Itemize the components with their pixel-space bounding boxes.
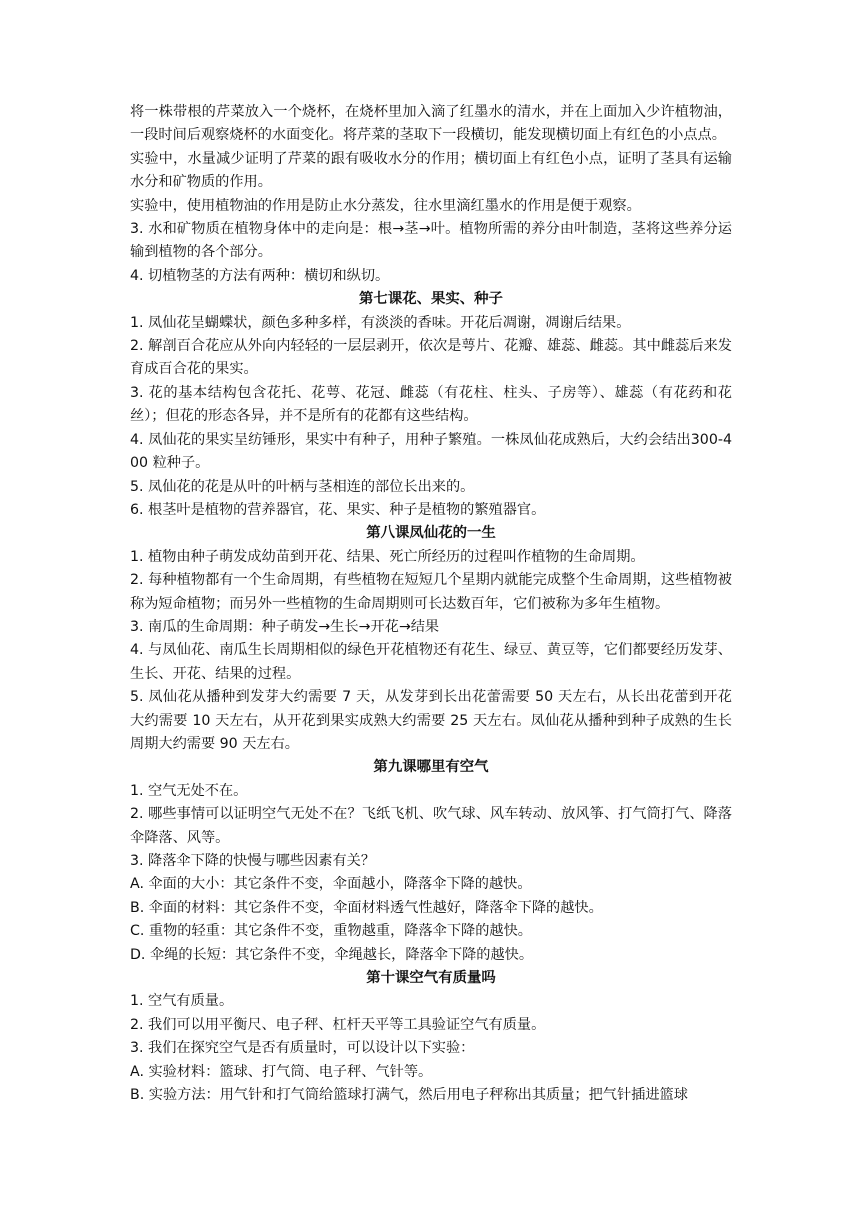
paragraph: 6. 根茎叶是植物的营养器官，花、果实、种子是植物的繁殖器官。 xyxy=(130,501,546,518)
paragraph: 3. 我们在探究空气是否有质量时，可以设计以下实验： xyxy=(130,1040,475,1057)
paragraph: 2. 哪些事情可以证明空气无处不在？飞纸飞机、吹气球、风车转动、放风筝、打气筒打气、降落伞降落、风等。 xyxy=(130,806,732,846)
paragraph: D. 伞绳的长短：其它条件不变，伞绳越长，降落伞下降的越快。 xyxy=(130,946,534,963)
paragraph: 5. 凤仙花的花是从叶的叶柄与茎相连的部位长出来的。 xyxy=(130,478,475,495)
paragraph: 将一株带根的芹菜放入一个烧杯，在烧杯里加入滴了红墨水的清水，并在上面加入少许植物油，一段时间后观察烧杯的水面变化。将芹菜的茎取下一段横切，能发现横切面上有红色的小点点。 xyxy=(130,104,732,144)
paragraph: 3. 水和矿物质在植物身体中的走向是：根→茎→叶。植物所需的养分由叶制造，茎将这些养分运输到植物的各个部分。 xyxy=(130,221,732,261)
paragraph: 5. 凤仙花从播种到发芽大约需要 7 天，从发芽到长出花蕾需要 50 天左右，从长出花蕾到开花大约需要 10 天左右，从开花到果实成熟大约需要 25 天左右。凤仙花从播种到种子成熟的生长周期大约需要 90 天左右。 xyxy=(130,689,732,752)
paragraph: 3. 降落伞下降的快慢与哪些因素有关？ xyxy=(130,853,376,869)
paragraph: 4. 切植物茎的方法有两种：横切和纵切。 xyxy=(130,267,390,284)
paragraph: B. 伞面的材料：其它条件不变，伞面材料透气性越好，降落伞下降的越快。 xyxy=(130,899,603,916)
paragraph: B. 实验方法：用气针和打气筒给篮球打满气，然后用电子秤称出其质量；把气针插进篮球 xyxy=(130,1087,688,1104)
section-heading: 第九课哪里有空气 xyxy=(373,759,489,776)
paragraph: C. 重物的轻重：其它条件不变，重物越重，降落伞下降的越快。 xyxy=(130,923,532,940)
paragraph: 4. 凤仙花的果实呈纺锤形，果实中有种子，用种子繁殖。一株凤仙花成熟后，大约会结出300-400 粒种子。 xyxy=(130,431,732,472)
paragraph: 1. 凤仙花呈蝴蝶状，颜色多种多样，有淡淡的香味。开花后凋谢，凋谢后结果。 xyxy=(130,314,631,331)
paragraph: 3. 南瓜的生命周期：种子萌发→生长→开花→结果 xyxy=(130,618,440,635)
section-heading: 第七课花、果实、种子 xyxy=(359,291,503,308)
paragraph: 3. 花的基本结构包含花托、花萼、花冠、雌蕊（有花柱、柱头、子房等）、雄蕊（有花药和花丝）；但花的形态各异，并不是所有的花都有这些结构。 xyxy=(130,384,732,425)
paragraph: 1. 植物由种子萌发成幼苗到开花、结果、死亡所经历的过程叫作植物的生命周期。 xyxy=(130,548,645,565)
document-body xyxy=(130,101,732,1107)
section-heading: 第十课空气有质量吗 xyxy=(366,970,496,987)
paragraph: 实验中，水量减少证明了芹菜的跟有吸收水分的作用；横切面上有红色小点，证明了茎具有运输水分和矿物质的作用。 xyxy=(130,150,732,191)
paragraph: A. 实验材料：篮球、打气筒、电子秤、气针等。 xyxy=(130,1063,433,1080)
section-heading: 第八课凤仙花的一生 xyxy=(366,525,496,542)
paragraph: 2. 我们可以用平衡尺、电子秤、杠杆天平等工具验证空气有质量。 xyxy=(130,1016,546,1033)
paragraph: A. 伞面的大小：其它条件不变，伞面越小，降落伞下降的越快。 xyxy=(130,876,532,893)
paragraph: 2. 每种植物都有一个生命周期，有些植物在短短几个星期内就能完成整个生命周期，这些植物被称为短命植物；而另外一些植物的生命周期则可长达数百年，它们被称为多年生植物。 xyxy=(130,572,732,612)
paragraph: 1. 空气无处不在。 xyxy=(130,782,248,799)
paragraph: 4. 与凤仙花、南瓜生长周期相似的绿色开花植物还有花生、绿豆、黄豆等，它们都要经历发芽、生长、开花、结果的过程。 xyxy=(130,642,732,682)
paragraph: 2. 解剖百合花应从外向内轻轻的一层层剥开，依次是萼片、花瓣、雄蕊、雌蕊。其中雌蕊后来发育成百合花的果实。 xyxy=(130,338,732,378)
paragraph: 实验中，使用植物油的作用是防止水分蒸发，往水里滴红墨水的作用是便于观察。 xyxy=(130,197,641,214)
paragraph: 1. 空气有质量。 xyxy=(130,993,234,1010)
